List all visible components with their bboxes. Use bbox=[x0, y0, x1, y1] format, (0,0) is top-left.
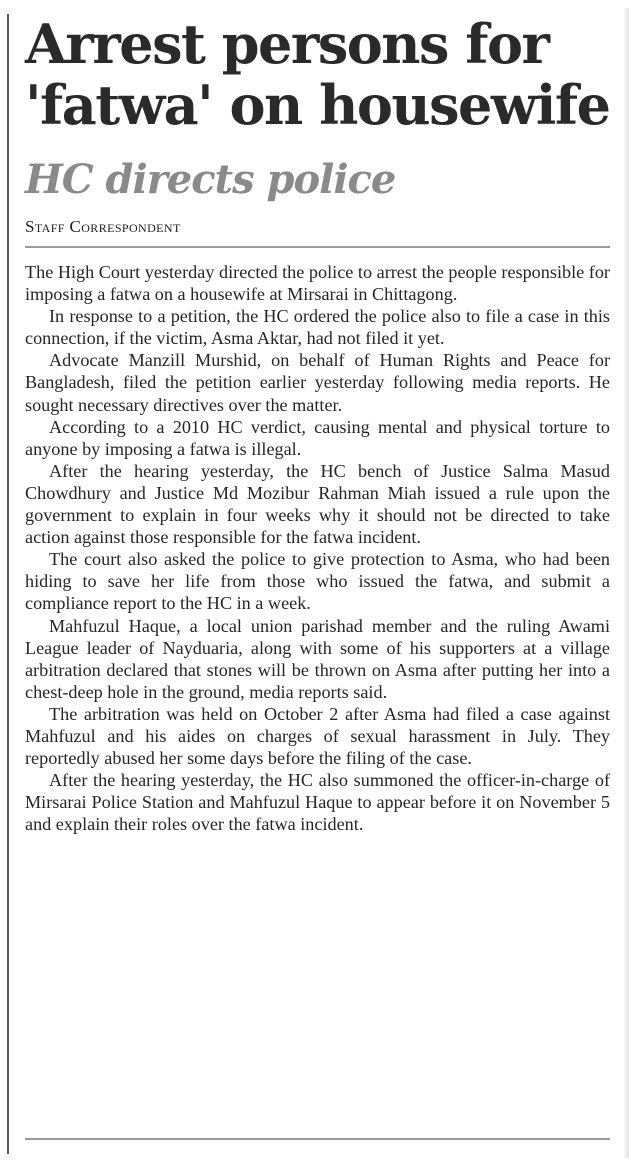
paragraph: Mahfuzul Haque, a local union parishad member and the ruling Awami League leader of Nayduaria, along with some of his supporters at a village arbitration declared that stones will be thrown on Asma after putting her into a chest-deep hole in the ground, media reports said. bbox=[25, 615, 610, 702]
byline-divider bbox=[25, 246, 610, 248]
paragraph: After the hearing yesterday, the HC also summoned the officer-in-charge of Mirsarai Police Station and Mahfuzul Haque to appear before it on November 5 and explain their roles over the fatwa incident. bbox=[25, 770, 610, 835]
byline: Staff Correspondent bbox=[25, 217, 181, 236]
paragraph: According to a 2010 HC verdict, causing mental and physical torture to anyone by imposing a fatwa is illegal. bbox=[25, 416, 610, 459]
paragraph: The arbitration was held on October 2 after Asma had filed a case against Mahfuzul and his aides on charges of sexual harassment in July. They reportedly abused her some days before the filing of the case. bbox=[25, 703, 610, 769]
paragraph: After the hearing yesterday, the HC bench of Justice Salma Masud Chowdhury and Justice Md Mozibur Rahman Miah issued a rule upon the government to explain in four weeks why it should not be directed to take action against those responsible for the fatwa incident. bbox=[25, 460, 610, 548]
paragraph: The court also asked the police to give protection to Asma, who had been hiding to save her life from those who issued the fatwa, and submit a compliance report to the HC in a week. bbox=[25, 549, 610, 614]
subheadline: HC directs police bbox=[25, 156, 396, 203]
paragraph: Advocate Manzill Murshid, on behalf of Human Rights and Peace for Bangladesh, filed the petition earlier yesterday following media reports. He sought necessary directives over the matter. bbox=[25, 350, 610, 415]
right-edge-shadow bbox=[623, 8, 629, 1158]
bottom-divider bbox=[25, 1138, 610, 1140]
paragraph: The High Court yesterday directed the police to arrest the people responsible for imposing a fatwa on a housewife at Mirsarai in Chittagong. bbox=[25, 262, 610, 305]
headline: Arrest persons for 'fatwa' on housewife bbox=[25, 12, 610, 137]
paragraph: In response to a petition, the HC ordered the police also to file a case in this connection, if the victim, Asma Aktar, had not filed it yet. bbox=[25, 306, 610, 349]
article-body bbox=[25, 261, 610, 835]
left-column-rule bbox=[7, 14, 9, 1154]
